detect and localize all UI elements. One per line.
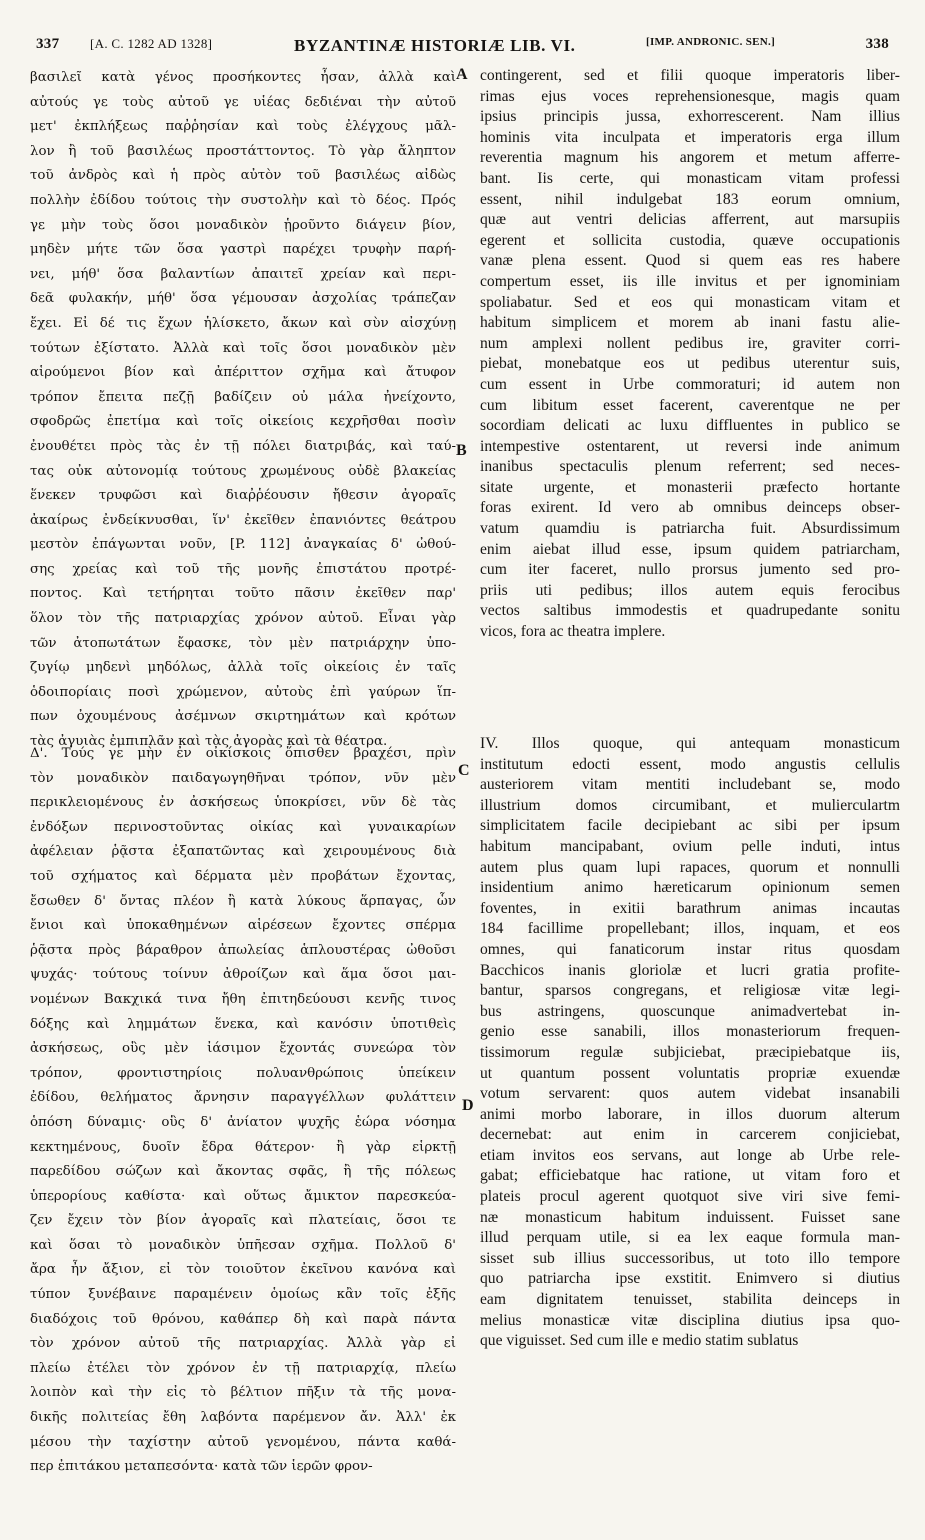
- text-line: αἱρούμενοι βίον καὶ ἀπέριττον σχῆμα καὶ ἄτυφον: [30, 365, 456, 381]
- text-line: ἀκαίρως ἐνδείκνυσθαι, ἵν' ἐκεῖθεν ἐπανιόντες θεάτρου: [30, 512, 456, 528]
- text-line: διαδόχοις τοῦ θρόνου, καθάπερ δὴ καὶ παρὰ πάντα: [30, 1311, 456, 1327]
- text-line: næ monasticum habitum induissent. Fuisset sane: [480, 1208, 900, 1226]
- margin-marker-b: B: [456, 442, 467, 459]
- text-line: ζεν ἔχειν τὸν βίον ἀγοραῖς καὶ πλατείαις, ὅσοι τε: [30, 1213, 456, 1229]
- greek-paragraph-2: [30, 742, 456, 1480]
- margin-marker-d: D: [462, 1097, 474, 1114]
- running-title: BYZANTINÆ HISTORIÆ LIB. VI.: [294, 36, 576, 55]
- text-line: gabat; efficiebatque hac ratione, ut vitam foro et: [480, 1167, 900, 1185]
- text-line: que viguisset. Sed cum ille e medio statim sublatus: [480, 1332, 799, 1350]
- greek-paragraph-1: [30, 66, 456, 755]
- text-line: spoliabatur. Sed et eos qui monasticam vitam et: [480, 293, 900, 311]
- text-line: τὸν χρόνον αὐτοῦ τῆς πατριαρχίας. Ἀλλὰ γὰρ εἰ: [30, 1336, 456, 1352]
- text-line: ψυχάς· τούτους τοίνυν ἀθροίζων καὶ ἅμα ὅσοι μαι-: [30, 967, 456, 983]
- text-line: vectos saltibus immodestis et quadrupedante sonitu: [480, 602, 900, 620]
- latin-paragraph-1: [480, 66, 900, 643]
- text-line: ἕνεκεν τρυφῶσι καὶ διαῤῥέουσιν ἤθεσιν ἀγοραῖς: [30, 488, 456, 504]
- latin-column: [480, 66, 900, 1536]
- text-line: sisset sub illius successoribus, ut toto illo tempore: [480, 1249, 900, 1267]
- text-line: πων ὀχουμένους ἀσέμνων σκιρτημάτων καὶ κρότων: [30, 709, 456, 725]
- text-line: καὶ ὅσαι τὸ μοναδικὸν ὑπῆεσαν σχῆμα. Πολλοῦ δ': [30, 1237, 456, 1253]
- text-line: foras exirent. Id vero ab omnibus deinceps obser-: [480, 499, 900, 517]
- text-line: cum essent in Urbe commoraturi; id autem non: [480, 375, 900, 393]
- text-line: intempestive ostentarent, ut reversi inde animum: [480, 437, 900, 455]
- text-line: δεᾶ φυλακήν, μήθ' ὅσα γέμουσαν ἀσχολίας τράπεζαν: [30, 291, 456, 307]
- text-line: animi morbo laborare, in illos duorum alterum: [480, 1105, 900, 1123]
- text-line: bantur, sparsos congregans, et religiosæ vitæ legi-: [480, 982, 900, 1000]
- text-line: ἔσωθεν δ' ὄντας πλέον ἢ κατὰ λύκους ἅρπαγας, ὧν: [30, 893, 456, 909]
- text-line: ἔχει. Εἰ δέ τις ἔχων ἡλίσκετο, ἄκων καὶ σὺν αἰσχύνῃ: [30, 315, 456, 331]
- text-line: κεκτημένους, δυοῖν ἔδρα θάτερον· ἢ γὰρ εἱρκτῇ: [30, 1139, 456, 1155]
- text-line: παρεδίδου σώζων καὶ ἄκοντας σφᾶς, ἢ τῆς πόλεως: [30, 1164, 456, 1180]
- page-number-left: 337: [36, 36, 60, 52]
- text-line: λοιπὸν καὶ τὴν εἰς τὸ βέλτιον πῆξιν τὰ τῆς μονα-: [30, 1385, 456, 1401]
- text-line: simplicitatem facile decipiebant ac sibi per ipsum: [480, 817, 900, 835]
- text-line: τούτων ἐξίστατο. Ἀλλὰ καὶ τοῖς ὅσοι μοναδικὸν μὲν: [30, 340, 456, 356]
- text-line: essent, nihil indulgebat 183 eorum omnium,: [480, 190, 900, 208]
- date-range: [A. C. 1282 AD 1328]: [90, 36, 213, 51]
- text-line: ῥᾷστα πρὸς βάραθρον ἀπωλείας ἁπλουστέρας ὠθοῦσι: [30, 942, 456, 958]
- text-line: νει, μήθ' ὅσα βαλαντίων ἀπαιτεῖ χρείαν καὶ περι-: [30, 266, 456, 282]
- text-line: decernebat: aut enim in carcerem conjiciebat,: [480, 1126, 900, 1144]
- text-line: ὅλον τὸν τῆς πατριαρχίας χρόνον αὐτοῦ. Εἶναι γὰρ: [30, 611, 456, 627]
- text-line: habitum simplicem et morem ab inani fastu alie-: [480, 314, 900, 332]
- text-line: piebat, monebatque eos ut pedibus uterentur suis,: [480, 355, 900, 373]
- page-number-right: 338: [865, 36, 889, 52]
- text-line: ὁδοιπορίαις ποσὶ χρώμενον, αὐτοὺς ἐπὶ γαύρων ἵπ-: [30, 684, 456, 700]
- text-line: τὸν μοναδικὸν παιδαγωγηθῆναι τρόπον, νῦν μὲν: [30, 770, 456, 786]
- text-line: περ ἐπιτάκου μεταπεσόντα· κατὰ τῶν ἱερῶν φρον-: [30, 1459, 373, 1475]
- text-line: bant. Iis certe, qui monasticam vitam professi: [480, 169, 900, 187]
- text-line: quo patriarcha ipse exstitit. Enimvero si diutius: [480, 1270, 900, 1288]
- text-line: νομένων Βακχικά τινα ἤθη ἐπιτηδεύουσι κενῆς τινος: [30, 991, 456, 1007]
- text-line: ζυγίῳ μηδενὶ μηδόλως, ἀλλὰ τοῖς οἰκείοις ἐν ταῖς: [30, 660, 456, 676]
- text-line: τῶν ἀτοπωτάτων ἔφασκε, τὸν μὲν πατριάρχην ὑπο-: [30, 635, 456, 651]
- text-line: βασιλεῖ κατὰ γένος προσήκοντες ἦσαν, ἀλλὰ καὶ: [30, 70, 456, 85]
- running-header: [36, 36, 889, 64]
- text-line: λον ἢ τοῦ βασιλέως προστάττοντος. Τὸ γὰρ ἄληπτον: [30, 143, 456, 159]
- text-line: τὰς ἀγυιὰς ἐμπιπλᾶν καὶ τὰς ἀγορὰς καὶ τὰ θέατρα.: [30, 734, 388, 750]
- text-line: votum servarent: quos autem videbat insanabili: [480, 1085, 900, 1103]
- text-line: τας οὐκ αὐτονομίᾳ τούτους χρωμένους οὐδὲ βλακείας: [30, 463, 456, 479]
- text-line: πολλὴν ἐδίδου τούτοις τὴν συστολὴν καὶ τὸ δέος. Πρός: [30, 192, 456, 208]
- text-line: μετ' ἐκπλήξεως παῤῥησίαν καὶ τοὺς ἐλέγχους μᾶλ-: [30, 119, 456, 135]
- text-line: egerent et sollicita custodia, quæve occupationis: [480, 231, 900, 249]
- text-line: ἐδίδου, θελήματος ἄρνησιν παραγγέλλων φυλάττειν: [30, 1090, 456, 1106]
- text-line: ἐνουθέτει πρὸς τὰς ἐν τῇ πόλει διατριβάς, καὶ ταύ-: [30, 438, 456, 454]
- text-line: ὑπερορίους καθίστα· καὶ οὕτως ἄμικτον παρεσκεύα-: [30, 1188, 456, 1204]
- text-line: ἐνδόξων περινοστοῦντας οἰκίας καὶ γυναικαρίων: [30, 819, 456, 835]
- text-line: rimas ejus voces reprehensionesque, magis quam: [480, 87, 900, 105]
- text-line: γε μὴν τοὺς ὅσοι μοναδικὸν ᾑροῦντο διάγειν βίον,: [30, 217, 456, 233]
- text-line: insidentium animo hæreticarum opinionum semen: [480, 879, 900, 897]
- text-line: melius monasticæ vitæ disciplina diutius ipsa quo-: [480, 1311, 900, 1329]
- text-line: τρόπον, φροντιστηρίοις πολυανθρώποις ὑπείκειν: [30, 1065, 456, 1081]
- text-line: τοῦ ἀνδρὸς καὶ ἡ πρὸς αὐτὸν τοῦ βασιλέως αἰδὼς: [30, 168, 456, 184]
- text-line: σης χρείας καὶ τοῦ τῆς μονῆς ἐπιστάτου προτρέ-: [30, 561, 456, 577]
- text-line: etiam invitos eos servans, aut longe ab Urbe rele-: [480, 1146, 900, 1164]
- text-line: tissimorum regulæ subjiciebat, præcipiebatque iis,: [480, 1043, 900, 1061]
- margin-marker-a: A: [456, 66, 468, 83]
- text-line: vatum quamdiu is patriarcha fuit. Absurdissimum: [480, 520, 900, 538]
- text-line: περικλειομένους ἐν ἀσκήσεως ὑποκρίσει, νῦν δὲ τὰς: [30, 795, 456, 811]
- emperor-note: [IMP. ANDRONIC. SEN.]: [646, 36, 776, 48]
- text-line: vicos, fora ac theatra implere.: [480, 623, 666, 641]
- text-line: omnes, qui fanaticorum instar ritus quosdam: [480, 940, 900, 958]
- text-line: illustrium domos circumibant, et mulierculartm: [480, 796, 900, 814]
- text-line: foventes, in exitii barathrum animas incautas: [480, 899, 900, 917]
- greek-column: [30, 66, 456, 1536]
- text-line: reverentia magnum his angorem et metum afferre-: [480, 149, 900, 167]
- text-line: ἔνιοι καὶ ὑποκαθημένων αἱρέσεων ἔχοντες σπέρμα: [30, 918, 456, 934]
- text-line: ποντος. Καὶ τετήρηται τοῦτο πᾶσιν ἐκεῖθεν παρ': [30, 586, 456, 602]
- text-line: δικῆς πολιτείας ἔθη λαβόντα παρέμενον ἄν. Ἀλλ' ἐκ: [30, 1410, 456, 1426]
- text-line: illud perquam utile, si ea lex eaque formula man-: [480, 1229, 900, 1247]
- text-line: habitum mancipabant, ovium pelle induti, intus: [480, 837, 900, 855]
- text-line: ut quantum possent voluntatis propriæ exuendæ: [480, 1064, 900, 1082]
- text-line: compertum esset, iis ille invitus et per ignominiam: [480, 272, 900, 290]
- text-line: τοῦ σχήματος καὶ δέρματα μὲν προβάτων ἔχοντας,: [30, 868, 456, 884]
- text-line: autem plus quam lupi rapaces, quorum et nonnulli: [480, 858, 900, 876]
- text-line: vanæ plena essent. Quod si quem eas res habere: [480, 252, 900, 270]
- text-line: eam dignitatem tenuisset, stabilita deinceps in: [480, 1291, 900, 1309]
- text-line: τύπον ξυνέβαινε παραμένειν ὁμοίως κἂν τοῖς ἐξῆς: [30, 1287, 456, 1303]
- text-line: cum libitum esset facerent, caverentque ne per: [480, 396, 900, 414]
- text-line: enim aiebat illud esse, ipsum quidem patriarcham,: [480, 540, 900, 558]
- text-line: quæ aut ventri delicias afferrent, aut marsupiis: [480, 211, 900, 229]
- text-line: num amplexi nollent pedibus ire, graviter corri-: [480, 334, 900, 352]
- text-line: priis uti pedibus; illos autem equis ferocibus: [480, 581, 900, 599]
- text-line: Bacchicos inanis gloriolæ et lucri gratia profite-: [480, 961, 900, 979]
- text-line: μηδὲν μήτε τῶν ὅσα γαστρὶ παρέχει τρυφὴν παρή-: [30, 242, 456, 258]
- text-line: IV. Illos quoque, qui antequam monasticum: [480, 735, 900, 752]
- text-line: πλείω ἐτέλει τὸν χρόνον ἐν τῇ πατριαρχίᾳ, πλείω: [30, 1360, 456, 1376]
- text-line: μεστὸν ἐπάγωνται νοῦν, [P. 112] ἀναγκαίας δ' ὠθού-: [30, 537, 456, 553]
- text-line: sitate urgente, et monasterii præfecto hortante: [480, 478, 900, 496]
- text-line: αὐτούς γε τοὺς αὐτοῦ γε υἱέας δεδιέναι τὴν αὐτοῦ: [30, 94, 456, 110]
- text-line: ὁπόση δύναμις· οὓς δ' ἀνίατον ψυχῆς ἑώρα νόσημα: [30, 1114, 456, 1130]
- text-line: 184 facillime propellebant; illos, inquam, et eos: [480, 920, 900, 938]
- text-line: hominis vita inculpata et imperatoris erga illum: [480, 128, 900, 146]
- text-line: inanibus spectaculis plenum referrent; sed neces-: [480, 458, 900, 476]
- text-line: σφοδρῶς ἐπετίμα καὶ τοῖς οἰκείοις κεχρῆσθαι ποσὶν: [30, 414, 456, 430]
- text-line: ἀφέλειαν ῥᾷστα ἐξαπατῶντας καὶ χειρουμένους διὰ: [30, 844, 456, 860]
- text-line: δόξης καὶ λημμάτων ἕνεκα, καὶ κανόσιν ὑποτιθεὶς: [30, 1016, 456, 1032]
- latin-paragraph-2: [480, 734, 900, 1352]
- text-line: ipsius principis jussa, exhorrescerent. Nam illius: [480, 108, 900, 126]
- text-line: ἄρα ἦν ἄξιον, εἰ τὸν τοιοῦτον ἐκεῖνου κανόνα καὶ: [30, 1262, 456, 1278]
- text-line: contingerent, sed et filii quoque imperatoris liber-: [480, 67, 900, 84]
- text-line: socordiam delicati ac luxu diffluentes in publico se: [480, 417, 900, 435]
- text-line: genio esse sanabili, illos monasteriorum frequen-: [480, 1023, 900, 1041]
- text-line: ἀσκήσεως, οὓς μὲν ἰάσιμον ἔχοντάς συνεώρα τὸν: [30, 1041, 456, 1057]
- text-line: τρόπον ἔπειτα πεζῇ βαδίζειν οὐ μάλα ἠνείχοντο,: [30, 389, 456, 405]
- text-line: plateis procul agerent quotquot sive viri sive femi-: [480, 1188, 900, 1206]
- margin-marker-c: C: [458, 762, 470, 779]
- text-line: bus astringens, quoscunque animadvertebat in-: [480, 1002, 900, 1020]
- text-line: austeriorem vitam mentiti includebant se, modo: [480, 776, 900, 794]
- text-line: institutum edocti essent, modo angustis cellulis: [480, 755, 900, 773]
- text-line: μέσου τὴν ταχίστην αὐτοῦ γενομένου, πάντα καθά-: [30, 1434, 456, 1450]
- text-line: Δ'. Τούς γε μὴν ἐν οἰκίσκοις ὅπισθεν βραχέσι, πρὶν: [30, 746, 456, 761]
- text-line: cum iter faceret, nullo prorsus jumento sed pro-: [480, 561, 900, 579]
